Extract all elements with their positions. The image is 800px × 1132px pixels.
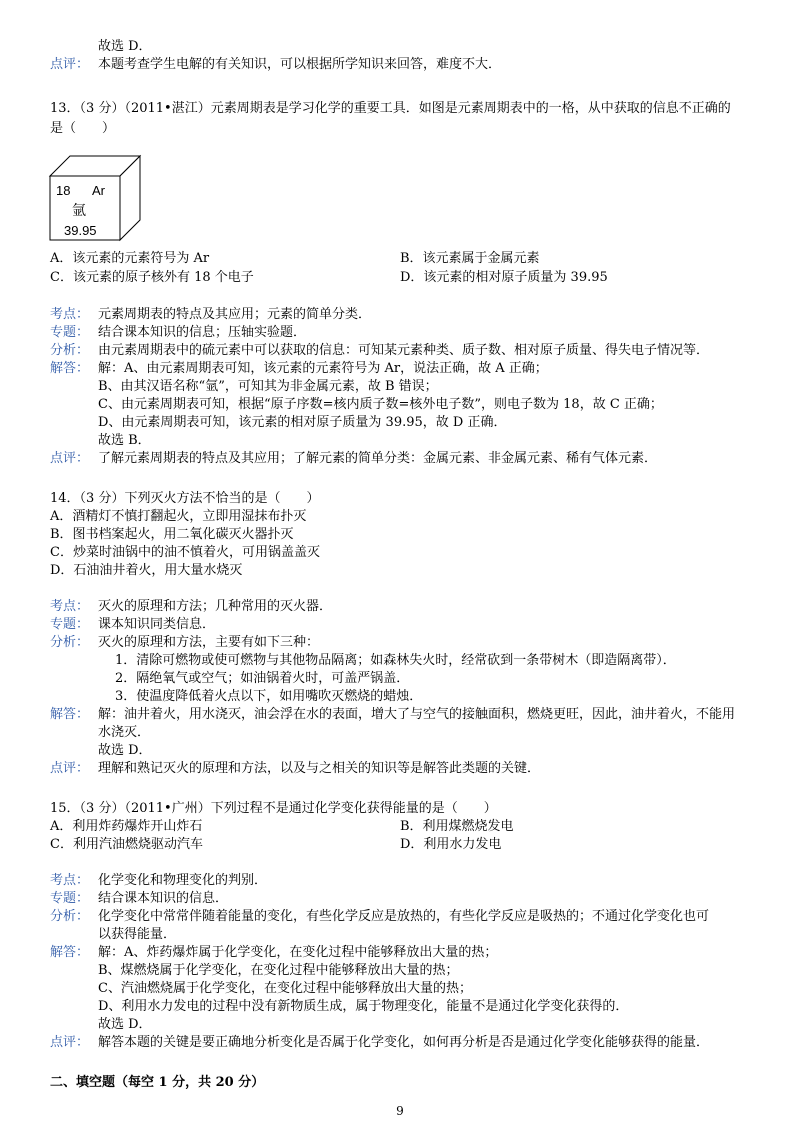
q14-kaodian-label: 考点： [50,599,90,614]
q14-option-c: C．炒菜时油锅中的油不慎着火，可用锅盖盖灭 [50,545,320,560]
q15-option-b: B．利用煤燃烧发电 [400,819,514,834]
q15-option-d: D．利用水力发电 [400,837,502,852]
q14-stem: 14．（3 分）下列灭火方法不恰当的是（ ） [50,491,320,506]
q14-jieda-line: 故选 D． [98,743,152,758]
q14-option-a: A．酒精灯不慎打翻起火，立即用湿抹布扑灭 [50,509,307,524]
q15-kaodian-text: 化学变化和物理变化的判别． [98,873,268,888]
q14-dianping-label: 点评： [50,761,90,776]
q15-option-a: A．利用炸药爆炸开山炸石 [50,819,203,834]
q14-fenxi-label: 分析： [50,635,90,650]
q13-dianping-label: 点评： [50,451,90,466]
section-heading: 二、填空题（每空 1 分，共 20 分） [50,1075,265,1090]
q12-conclusion: 故选 D． [98,39,152,54]
q15-jieda-line: 解：A、炸药爆炸属于化学变化，在变化过程中能够释放出大量的热； [98,945,498,960]
q12-dianping-text: 本题考查学生电解的有关知识，可以根据所学知识来回答，难度不大． [98,57,502,72]
q13-jieda-line: D、由元素周期表可知，该元素的相对原子质量为 39.95，故 D 正确． [98,415,507,430]
q15-stem: 15．（3 分）（2011•广州）下列过程不是通过化学变化获得能量的是（ ） [50,801,497,816]
q15-dianping-label: 点评： [50,1035,90,1050]
q13-jieda-line: B、由其汉语名称“氩”，可知其为非金属元素，故 B 错误； [98,379,438,394]
q15-jieda-line: 故选 D． [98,1017,152,1032]
q14-option-d: D．石油油井着火，用大量水烧灭 [50,563,243,578]
element-atomic-number: 18 [56,183,71,198]
q15-zhuanti-label: 专题： [50,891,90,906]
q14-fenxi-line: 1．清除可燃物或使可燃物与其他物品隔离；如森林失火时，经常砍到一条带树木（即造隔离带）． [115,653,676,668]
q15-jieda-label: 解答： [50,945,90,960]
q13-option-b: B．该元素属于金属元素 [400,251,540,266]
q14-dianping-text: 理解和熟记灭火的原理和方法，以及与之相关的知识等是解答此类题的关键． [98,761,541,776]
q15-jieda-line: D、利用水力发电的过程中没有新物质生成，属于物理变化，能量不是通过化学变化获得的． [98,999,629,1014]
q15-zhuanti-text: 结合课本知识的信息． [98,891,229,906]
element-name: 氩 [72,203,86,219]
element-symbol: Ar [92,183,105,198]
q13-option-a: A．该元素的元素符号为 Ar [50,251,210,266]
q13-dianping-text: 了解元素周期表的特点及其应用；了解元素的简单分类：金属元素、非金属元素、稀有气体元素． [98,451,658,466]
q13-jieda-label: 解答： [50,361,90,376]
q15-kaodian-label: 考点： [50,873,90,888]
q14-fenxi-line: 2．隔绝氧气或空气；如油锅着火时，可盖严锅盖． [115,671,410,686]
q13-jieda-line: 故选 B． [98,433,151,448]
q15-fenxi-line: 化学变化中常常伴随着能量的变化，有些化学反应是放热的，有些化学反应是吸热的；不通过化学变化也可 [98,909,710,924]
q13-zhuanti-label: 专题： [50,325,90,340]
q14-jieda-line: 解：油井着火，用水浇灭，油会浮在水的表面，增大了与空气的接触面积，燃烧更旺，因此，油井着火，不能用 [98,707,736,722]
q15-jieda-line: B、煤燃烧属于化学变化，在变化过程中能够释放出大量的热； [98,963,459,978]
q15-dianping-text: 解答本题的关键是要正确地分析变化是否属于化学变化，如何再分析是否是通过化学变化能够获得的能量． [98,1035,710,1050]
q13-kaodian-text: 元素周期表的特点及其应用；元素的简单分类． [98,307,372,322]
q15-fenxi-line: 以获得能量． [98,927,177,942]
q13-jieda-line: 解：A、由元素周期表可知，该元素的元素符号为 Ar，说法正确，故 A 正确； [98,361,548,376]
q14-option-b: B．图书档案起火，用二氧化碳灭火器扑灭 [50,527,294,542]
q15-jieda-line: C、汽油燃烧属于化学变化，在变化过程中能够释放出大量的热； [98,981,472,996]
q13-kaodian-label: 考点： [50,307,90,322]
q13-stem-line1: 13．（3 分）（2011•湛江）元素周期表是学习化学的重要工具．如图是元素周期表中的一格，从中获取的信息不正确的 [50,101,731,116]
q13-jieda-line: C、由元素周期表可知，根据“原子序数=核内质子数=核外电子数”，则电子数为 18，故 C 正确； [98,397,663,412]
q12-dianping-label: 点评： [50,57,90,72]
q13-fenxi-text: 由元素周期表中的硫元素中可以获取的信息：可知某元素种类、质子数、相对原子质量、得失电子情况等． [98,343,710,358]
q15-fenxi-label: 分析： [50,909,90,924]
q13-option-c: C．该元素的原子核外有 18 个电子 [50,270,254,285]
q13-fenxi-label: 分析： [50,343,90,358]
q13-stem-line2: 是（ ） [50,121,116,136]
q13-option-d: D．该元素的相对原子质量为 39.95 [400,270,608,285]
q14-kaodian-text: 灭火的原理和方法；几种常用的灭火器． [98,599,333,614]
q15-option-c: C．利用汽油燃烧驱动汽车 [50,837,203,852]
element-mass: 39.95 [64,223,97,238]
element-cell-figure [48,154,148,244]
q14-fenxi-line: 灭火的原理和方法，主要有如下三种： [98,635,320,650]
q13-zhuanti-text: 结合课本知识的信息；压轴实验题． [98,325,307,340]
q14-zhuanti-label: 专题： [50,617,90,632]
page-number: 9 [396,1104,404,1118]
q14-fenxi-line: 3．使温度降低着火点以下，如用嘴吹灭燃烧的蜡烛． [115,689,423,704]
q14-jieda-label: 解答： [50,707,90,722]
q14-zhuanti-text: 课本知识同类信息． [98,617,216,632]
q14-jieda-line: 水浇灭． [98,725,151,740]
